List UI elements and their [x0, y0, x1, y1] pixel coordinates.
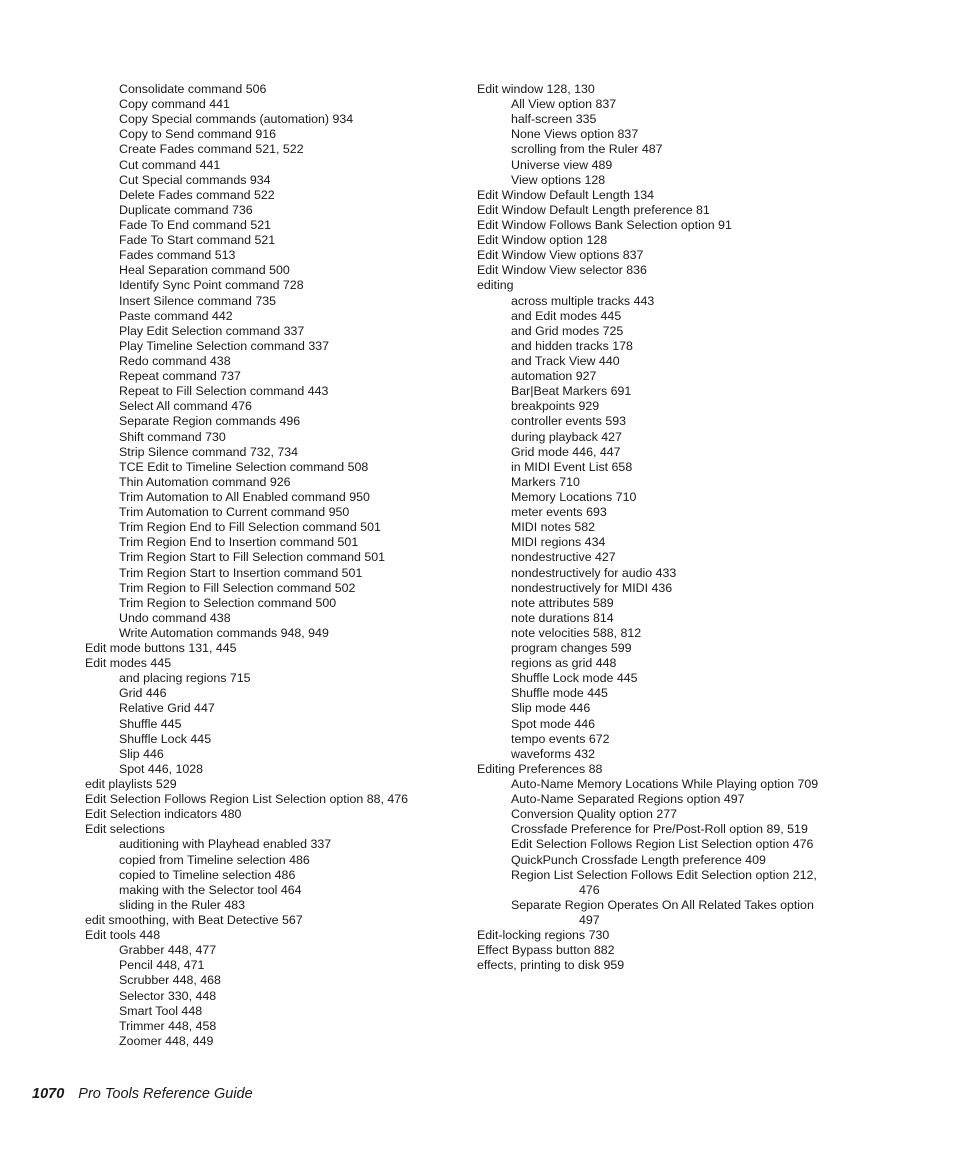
index-subentry — [85, 989, 465, 1004]
index-subentry — [85, 626, 465, 641]
entry-text: Copy Special commands (automation) 934 — [119, 112, 354, 127]
entry-text: Auto-Name Separated Regions option 497 — [511, 792, 745, 807]
index-subentry — [477, 656, 857, 671]
entry-text: Edit Window Default Length preference 81 — [477, 202, 710, 217]
entry-text: meter events 693 — [511, 505, 607, 520]
index-subentry — [477, 611, 857, 626]
page-number: 1070 — [32, 1086, 65, 1102]
entry-text: Delete Fades command 522 — [119, 187, 275, 202]
entry-text: Edit mode buttons 131, 445 — [85, 641, 237, 656]
index-subentry — [85, 339, 465, 354]
entry-text: MIDI regions 434 — [511, 535, 606, 550]
entry-text: edit smoothing, with Beat Detective 567 — [85, 913, 303, 928]
entry-text: Smart Tool 448 — [119, 1003, 203, 1018]
index-subentry — [85, 97, 465, 112]
entry-text: Shift command 730 — [119, 429, 226, 444]
index-subentry — [477, 747, 857, 762]
entry-text: Copy to Send command 916 — [119, 127, 277, 142]
index-subentry — [85, 82, 465, 97]
index-subentry — [477, 112, 857, 127]
entry-text: Grid 446 — [119, 686, 167, 701]
index-subentry — [477, 369, 857, 384]
entry-text: Fade To Start command 521 — [119, 233, 276, 248]
entry-text: making with the Selector tool 464 — [119, 882, 302, 897]
index-subentry — [477, 807, 857, 822]
entry-text: Write Automation commands 948, 949 — [119, 625, 329, 640]
index-subentry — [477, 354, 857, 369]
index-subentry — [85, 203, 465, 218]
index-subentry — [85, 324, 465, 339]
entry-text: None Views option 837 — [511, 127, 639, 142]
entry-text: Repeat command 737 — [119, 369, 241, 384]
index-subentry — [85, 294, 465, 309]
entry-text: Spot 446, 1028 — [119, 761, 204, 776]
index-entry — [477, 762, 857, 777]
entry-text: copied from Timeline selection 486 — [119, 852, 310, 867]
index-entry — [477, 218, 857, 233]
index-entry — [85, 656, 465, 671]
entry-text: Memory Locations 710 — [511, 489, 637, 504]
index-subentry — [477, 868, 857, 898]
guide-title: Pro Tools Reference Guide — [78, 1086, 253, 1102]
index-subentry — [477, 566, 857, 581]
index-subentry — [85, 369, 465, 384]
index-subentry — [477, 324, 857, 339]
index-entry — [477, 233, 857, 248]
entry-text: Edit Selection Follows Region List Selection option 476 — [511, 837, 814, 852]
index-entry — [85, 641, 465, 656]
entry-text: note attributes 589 — [511, 595, 614, 610]
index-subentry — [85, 309, 465, 324]
entry-text: Fades command 513 — [119, 248, 236, 263]
index-entry — [477, 928, 857, 943]
entry-text: half-screen 335 — [511, 112, 597, 127]
entry-text: Scrubber 448, 468 — [119, 973, 221, 988]
index-subentry — [477, 837, 857, 852]
index-subentry — [85, 475, 465, 490]
index-subentry — [85, 490, 465, 505]
index-subentry — [85, 837, 465, 852]
entry-text: in MIDI Event List 658 — [511, 459, 633, 474]
index-subentry — [477, 535, 857, 550]
index-subentry — [85, 218, 465, 233]
index-subentry — [477, 671, 857, 686]
index-subentry — [477, 475, 857, 490]
index-subentry — [85, 142, 465, 157]
index-column-right — [477, 82, 857, 973]
entry-text: Trim Region to Fill Selection command 502 — [119, 580, 356, 595]
index-subentry — [85, 732, 465, 747]
index-subentry — [477, 399, 857, 414]
index-subentry — [477, 641, 857, 656]
entry-text: Grid mode 446, 447 — [511, 444, 621, 459]
entry-continuation: 476 — [579, 882, 600, 897]
index-subentry — [85, 445, 465, 460]
index-subentry — [85, 188, 465, 203]
entry-text: Cut command 441 — [119, 157, 221, 172]
entry-text: Duplicate command 736 — [119, 202, 253, 217]
index-subentry — [477, 294, 857, 309]
index-subentry — [85, 1004, 465, 1019]
index-subentry — [477, 717, 857, 732]
index-subentry — [85, 248, 465, 263]
entry-text: Effect Bypass button 882 — [477, 943, 615, 958]
index-entry — [477, 203, 857, 218]
index-subentry — [85, 747, 465, 762]
entry-text: Insert Silence command 735 — [119, 293, 277, 308]
entry-text: auditioning with Playhead enabled 337 — [119, 837, 332, 852]
index-subentry — [85, 535, 465, 550]
entry-text: Bar|Beat Markers 691 — [511, 384, 632, 399]
index-entry — [477, 958, 857, 973]
index-subentry — [85, 717, 465, 732]
entry-text: Shuffle mode 445 — [511, 686, 608, 701]
index-subentry — [85, 883, 465, 898]
index-entry — [85, 822, 465, 837]
index-subentry — [85, 550, 465, 565]
entry-text: controller events 593 — [511, 414, 627, 429]
index-subentry — [85, 566, 465, 581]
entry-text: View options 128 — [511, 172, 606, 187]
entry-text: across multiple tracks 443 — [511, 293, 655, 308]
index-subentry — [85, 853, 465, 868]
index-subentry — [477, 732, 857, 747]
entry-text: waveforms 432 — [511, 746, 596, 761]
entry-text: Trim Region Start to Insertion command 501 — [119, 565, 363, 580]
entry-text: Shuffle Lock mode 445 — [511, 671, 638, 686]
entry-text: Edit Selection Follows Region List Selection option 88, 476 — [85, 792, 409, 807]
entry-text: Fade To End command 521 — [119, 217, 271, 232]
index-subentry — [85, 898, 465, 913]
index-subentry — [477, 626, 857, 641]
entry-text: Redo command 438 — [119, 353, 231, 368]
index-subentry — [85, 611, 465, 626]
entry-text: Pencil 448, 471 — [119, 958, 205, 973]
entry-text: Thin Automation command 926 — [119, 474, 291, 489]
index-subentry — [477, 596, 857, 611]
index-subentry — [85, 505, 465, 520]
entry-text: Cut Special commands 934 — [119, 172, 271, 187]
entry-text: Trim Automation to All Enabled command 950 — [119, 489, 370, 504]
index-subentry — [477, 142, 857, 157]
index-subentry — [85, 158, 465, 173]
index-column-left — [85, 82, 465, 1049]
index-subentry — [85, 354, 465, 369]
index-subentry — [85, 460, 465, 475]
entry-text: Play Edit Selection command 337 — [119, 323, 305, 338]
entry-text: Edit Window option 128 — [477, 233, 608, 248]
index-subentry — [477, 520, 857, 535]
index-entry — [477, 263, 857, 278]
index-subentry — [477, 792, 857, 807]
page-footer — [32, 1086, 253, 1102]
index-subentry — [477, 430, 857, 445]
index-subentry — [477, 853, 857, 868]
entry-text: Shuffle Lock 445 — [119, 731, 212, 746]
index-subentry — [85, 399, 465, 414]
index-entry — [477, 188, 857, 203]
entry-text: note velocities 588, 812 — [511, 625, 642, 640]
index-subentry — [85, 520, 465, 535]
entry-text: Trim Automation to Current command 950 — [119, 505, 350, 520]
entry-continuation: 497 — [579, 913, 600, 928]
entry-text: Separate Region commands 496 — [119, 414, 301, 429]
entry-text: copied to Timeline selection 486 — [119, 867, 296, 882]
index-subentry — [477, 460, 857, 475]
entry-text: Relative Grid 447 — [119, 701, 215, 716]
index-subentry — [85, 414, 465, 429]
entry-text: Crossfade Preference for Pre/Post-Roll option 89, 519 — [511, 822, 808, 837]
entry-text: Grabber 448, 477 — [119, 943, 217, 958]
entry-text: Trimmer 448, 458 — [119, 1018, 217, 1033]
entry-text: Trim Region Start to Fill Selection command 501 — [119, 550, 386, 565]
entry-text: Select All command 476 — [119, 399, 252, 414]
entry-text: Trim Region End to Insertion command 501 — [119, 535, 359, 550]
index-subentry — [85, 112, 465, 127]
index-subentry — [477, 384, 857, 399]
entry-text: Markers 710 — [511, 474, 580, 489]
index-subentry — [85, 1034, 465, 1049]
entry-text: note durations 814 — [511, 610, 614, 625]
index-subentry — [85, 127, 465, 142]
entry-text: Trim Region End to Fill Selection command 501 — [119, 520, 381, 535]
entry-text: Zoomer 448, 449 — [119, 1033, 214, 1048]
entry-text: Universe view 489 — [511, 157, 613, 172]
entry-text: scrolling from the Ruler 487 — [511, 142, 663, 157]
index-subentry — [85, 943, 465, 958]
entry-text: nondestructive 427 — [511, 550, 616, 565]
index-entry — [477, 248, 857, 263]
index-subentry — [85, 581, 465, 596]
entry-text: Shuffle 445 — [119, 716, 182, 731]
index-subentry — [477, 550, 857, 565]
entry-text: edit playlists 529 — [85, 777, 177, 792]
entry-text: MIDI notes 582 — [511, 520, 596, 535]
entry-text: and Edit modes 445 — [511, 308, 622, 323]
index-subentry — [85, 384, 465, 399]
entry-text: Play Timeline Selection command 337 — [119, 338, 330, 353]
entry-text: and Track View 440 — [511, 353, 620, 368]
index-entry — [85, 777, 465, 792]
index-subentry — [477, 158, 857, 173]
entry-text: Paste command 442 — [119, 308, 233, 323]
entry-text: Spot mode 446 — [511, 716, 596, 731]
entry-text: All View option 837 — [511, 97, 617, 112]
index-subentry — [477, 309, 857, 324]
index-entry — [477, 278, 857, 293]
entry-text: Copy command 441 — [119, 97, 230, 112]
entry-text: Edit Window View selector 836 — [477, 263, 647, 278]
entry-text: Strip Silence command 732, 734 — [119, 444, 299, 459]
entry-text: Edit Window Default Length 134 — [477, 187, 655, 202]
index-subentry — [477, 898, 857, 928]
index-subentry — [477, 777, 857, 792]
entry-text: Repeat to Fill Selection command 443 — [119, 384, 329, 399]
entry-text: Auto-Name Memory Locations While Playing option 709 — [511, 777, 819, 792]
entry-text: Edit selections — [85, 822, 165, 837]
entry-text: Trim Region to Selection command 500 — [119, 595, 337, 610]
index-subentry — [477, 822, 857, 837]
index-subentry — [85, 173, 465, 188]
entry-text: tempo events 672 — [511, 731, 610, 746]
entry-text: Region List Selection Follows Edit Selection option 212, — [511, 867, 817, 882]
index-subentry — [85, 973, 465, 988]
index-subentry — [85, 762, 465, 777]
index-subentry — [477, 581, 857, 596]
entry-text: Edit modes 445 — [85, 656, 172, 671]
entry-text: Heal Separation command 500 — [119, 263, 290, 278]
index-subentry — [477, 490, 857, 505]
index-subentry — [85, 868, 465, 883]
entry-text: Separate Region Operates On All Related Takes option — [511, 897, 814, 912]
entry-text: sliding in the Ruler 483 — [119, 897, 246, 912]
entry-text: Edit-locking regions 730 — [477, 928, 610, 943]
entry-text: effects, printing to disk 959 — [477, 958, 625, 973]
index-subentry — [477, 414, 857, 429]
entry-text: editing — [477, 278, 514, 293]
index-subentry — [85, 278, 465, 293]
entry-text: Edit Window Follows Bank Selection option 91 — [477, 217, 732, 232]
entry-text: Edit Window View options 837 — [477, 248, 644, 263]
index-entry — [85, 913, 465, 928]
entry-text: Consolidate command 506 — [119, 82, 267, 96]
entry-text: Slip 446 — [119, 746, 164, 761]
index-entry — [477, 943, 857, 958]
entry-text: Edit Selection indicators 480 — [85, 807, 242, 822]
index-subentry — [477, 686, 857, 701]
entry-text: during playback 427 — [511, 429, 622, 444]
entry-text: regions as grid 448 — [511, 656, 617, 671]
entry-text: Edit tools 448 — [85, 928, 161, 943]
index-subentry — [477, 505, 857, 520]
entry-text: breakpoints 929 — [511, 399, 600, 414]
entry-text: TCE Edit to Timeline Selection command 508 — [119, 459, 369, 474]
index-entry — [85, 807, 465, 822]
index-subentry — [477, 127, 857, 142]
entry-text: Edit window 128, 130 — [477, 82, 595, 96]
index-subentry — [85, 1019, 465, 1034]
entry-text: Selector 330, 448 — [119, 988, 217, 1003]
index-entry — [477, 82, 857, 97]
index-subentry — [477, 97, 857, 112]
entry-text: Slip mode 446 — [511, 701, 591, 716]
index-subentry — [85, 430, 465, 445]
index-subentry — [85, 263, 465, 278]
entry-text: automation 927 — [511, 369, 597, 384]
entry-text: nondestructively for audio 433 — [511, 565, 677, 580]
entry-text: Editing Preferences 88 — [477, 761, 603, 776]
entry-text: Conversion Quality option 277 — [511, 807, 677, 822]
entry-text: Undo command 438 — [119, 610, 231, 625]
index-subentry — [85, 958, 465, 973]
entry-text: and Grid modes 725 — [511, 323, 624, 338]
entry-text: program changes 599 — [511, 641, 632, 656]
index-subentry — [85, 233, 465, 248]
index-subentry — [85, 596, 465, 611]
index-subentry — [85, 671, 465, 686]
entry-text: QuickPunch Crossfade Length preference 409 — [511, 852, 766, 867]
index-entry — [85, 928, 465, 943]
entry-text: Identify Sync Point command 728 — [119, 278, 304, 293]
index-subentry — [477, 339, 857, 354]
entry-text: and placing regions 715 — [119, 671, 251, 686]
index-subentry — [477, 701, 857, 716]
index-subentry — [477, 173, 857, 188]
index-subentry — [85, 701, 465, 716]
entry-text: Create Fades command 521, 522 — [119, 142, 304, 157]
index-entry — [85, 792, 465, 807]
index-subentry — [85, 686, 465, 701]
entry-text: nondestructively for MIDI 436 — [511, 580, 673, 595]
index-subentry — [477, 445, 857, 460]
entry-text: and hidden tracks 178 — [511, 338, 633, 353]
